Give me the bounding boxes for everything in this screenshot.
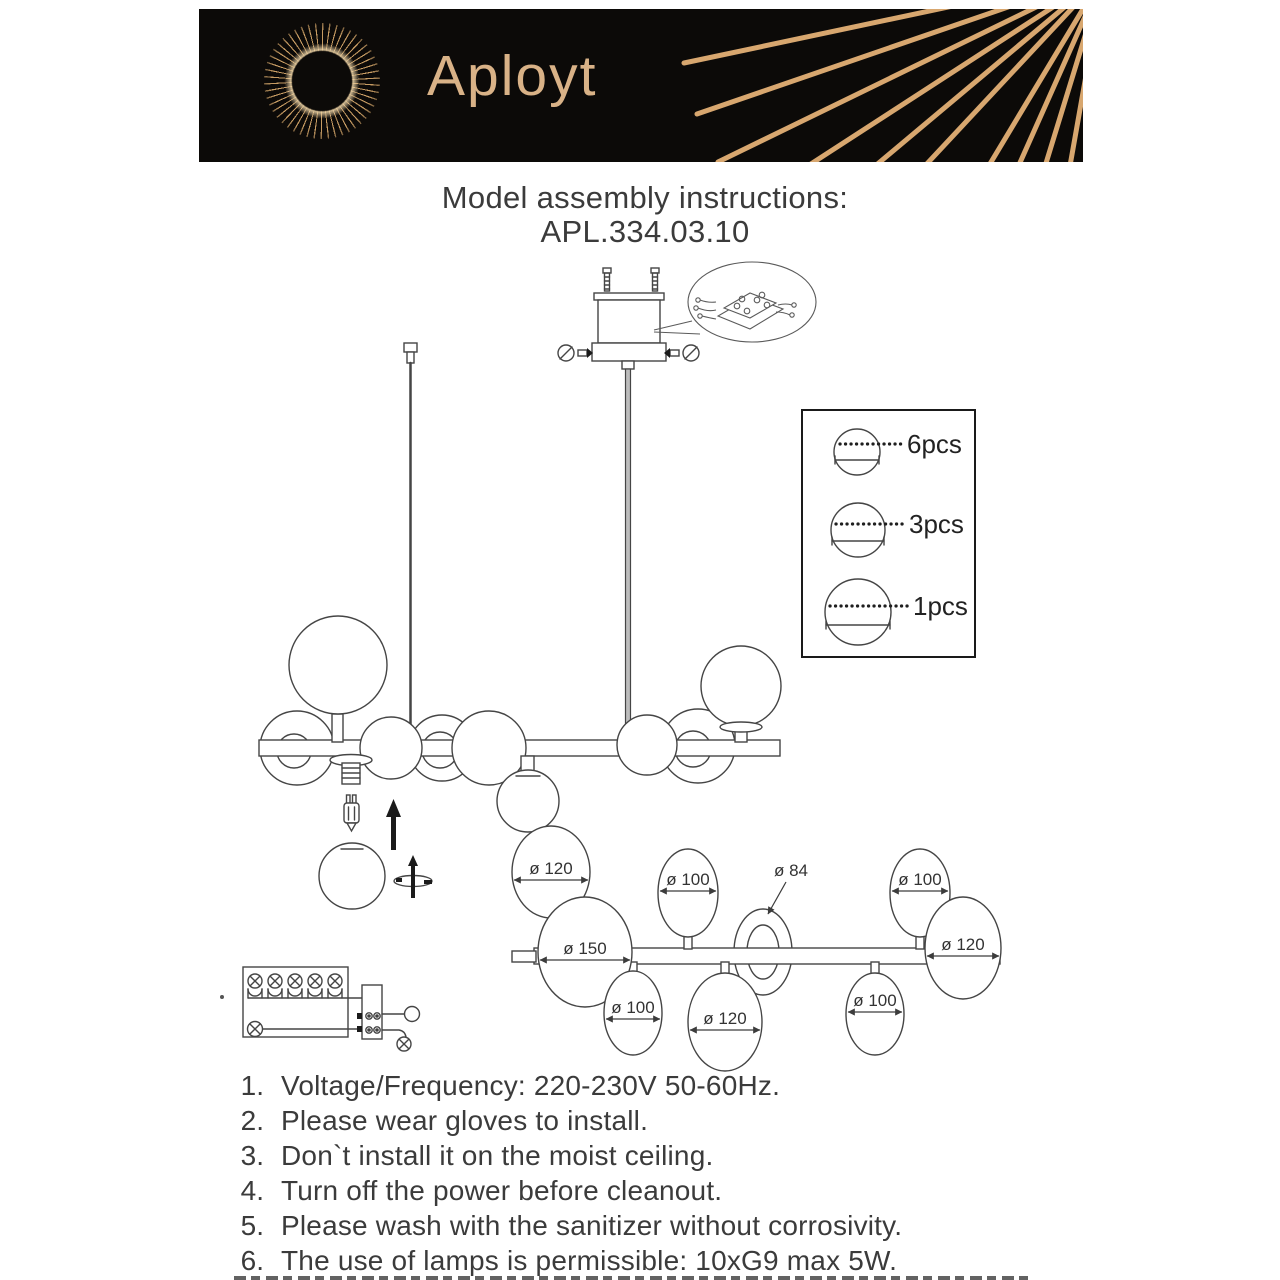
parts-legend — [802, 410, 975, 657]
glass-globe — [360, 717, 422, 779]
instruction-text: Don`t install it on the moist ceiling. — [281, 1140, 714, 1171]
instruction-number: 2. — [240, 1105, 264, 1136]
lamp-socket — [330, 755, 372, 785]
dimension-label: ø 120 — [703, 1009, 747, 1028]
install-arrow-icon — [386, 799, 401, 850]
glass-globe — [617, 715, 677, 775]
dimension-label: ø 100 — [666, 870, 710, 889]
dimension-label: ø 150 — [563, 939, 607, 958]
instruction-number: 1. — [240, 1070, 264, 1101]
g9-bulb-icon — [344, 795, 359, 831]
instruction-text: The use of lamps is permissible: 10xG9 max 5W. — [281, 1245, 898, 1276]
glass-globe — [319, 843, 385, 909]
instruction-number: 5. — [240, 1210, 264, 1241]
glass-globe — [701, 646, 781, 742]
instruction-item — [228, 1105, 902, 1140]
instruction-item — [228, 1175, 902, 1210]
legend-qty-label: 3pcs — [909, 509, 964, 539]
terminal-callout — [654, 262, 816, 342]
instructions-list — [228, 1070, 902, 1280]
decorative-rays-icon — [199, 9, 1083, 162]
instruction-number: 4. — [240, 1175, 264, 1206]
dimensions-diagram — [512, 826, 1001, 1071]
instruction-text: Voltage/Frequency: 220-230V 50-60Hz. — [281, 1070, 781, 1101]
instruction-text: Turn off the power before cleanout. — [281, 1175, 723, 1206]
dimension-label: ø 100 — [611, 998, 655, 1017]
ceiling-mount-diagram — [558, 268, 699, 369]
instruction-text: Please wash with the sanitizer without corrosivity. — [281, 1210, 903, 1241]
side-screw-icon — [670, 345, 699, 361]
instruction-item — [228, 1210, 902, 1245]
wiring-diagram — [220, 967, 420, 1051]
dimension-label: ø 120 — [529, 859, 573, 878]
legend-qty-label: 1pcs — [913, 591, 968, 621]
rotate-ring-icon — [394, 855, 432, 898]
suspension-rod — [626, 369, 631, 742]
page-title: Model assembly instructions: — [441, 180, 849, 215]
terminal-block — [362, 985, 382, 1039]
brand-header — [199, 9, 1083, 162]
instruction-number: 6. — [240, 1245, 264, 1276]
dimension-label: ø 100 — [853, 991, 897, 1010]
model-number: APL.334.03.10 — [540, 214, 750, 249]
dimension-label: ø 120 — [941, 935, 985, 954]
cut-off-print-line — [234, 1276, 1030, 1280]
instruction-item — [228, 1245, 902, 1280]
dimension-label: ø 84 — [773, 861, 809, 880]
instruction-item — [228, 1140, 902, 1175]
side-screw-icon — [558, 345, 587, 361]
instruction-number: 3. — [240, 1140, 264, 1171]
instruction-text: Please wear gloves to install. — [281, 1105, 649, 1136]
legend-qty-label: 6pcs — [907, 429, 962, 459]
cable-rod — [404, 343, 417, 741]
brand-name: Aployt — [427, 44, 598, 108]
instruction-item — [228, 1070, 902, 1105]
dimension-label: ø 100 — [898, 870, 942, 889]
